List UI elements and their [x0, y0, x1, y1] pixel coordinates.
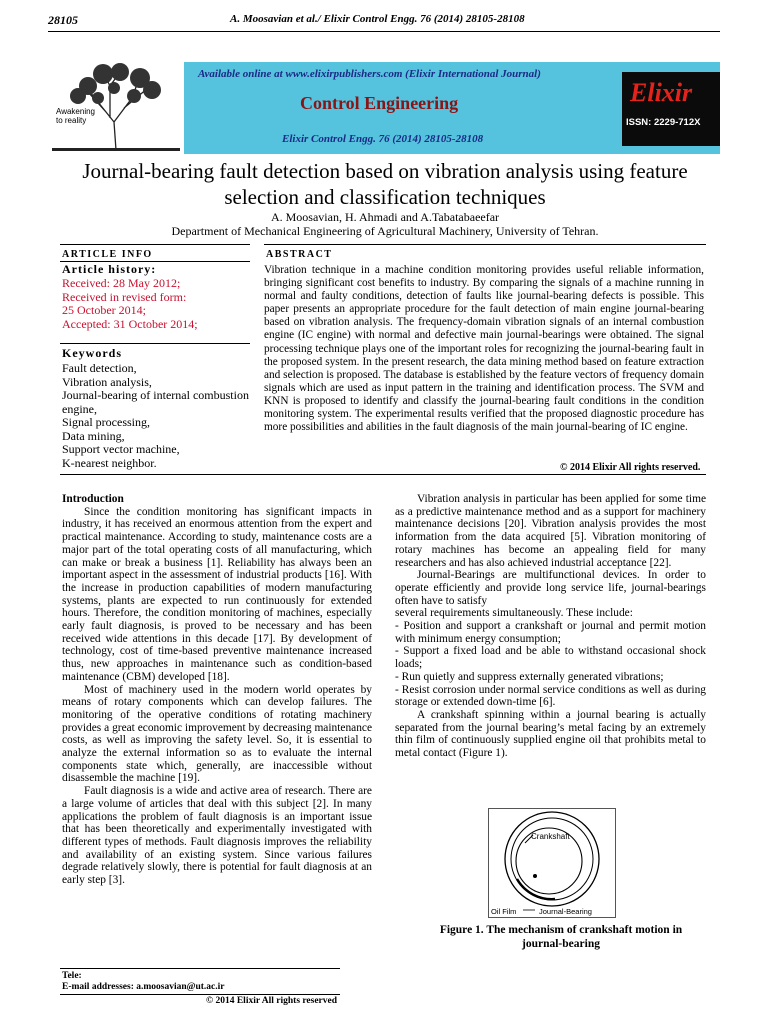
- keyword-item: Journal-bearing of internal combustion: [62, 388, 249, 402]
- available-online: Available online at www.elixirpublishers.com (Elixir International Journal): [198, 68, 541, 80]
- header-rule: [48, 31, 720, 32]
- page-number: 28105: [48, 13, 78, 27]
- body-paragraph: Vibration analysis in particular has been applied for some time as a predictive maintenance method and as a support for machinery maintenance decisions [20]. Vibration analysis provides the most information from the data acquired [5]. Vibration monitoring of rotary machines has become an appealing field for many researchers and has also achieved industrial acceptance [22].: [395, 493, 706, 569]
- logo-text-line1: Awakening: [56, 107, 95, 116]
- footer-rule: [60, 968, 340, 969]
- history-received: Received: 28 May 2012;: [62, 276, 181, 290]
- keyword-item: Data mining,: [62, 428, 125, 443]
- right-column: [395, 493, 706, 760]
- left-column: [62, 493, 372, 887]
- list-item: - Run quietly and suppress externally generated vibrations;: [395, 670, 664, 683]
- abstract-text: Vibration technique in a machine condition monitoring provides useful reliable information, bringing significant cost benefits to industry. By comparing the signals of a machine running in normal and faulty conditions, detection of faults like journal-bearing defects is possible. This paper presents an appropriate procedure for the fault detection of main engine journal-bearing based on vibration analysis. The frequency-domain vibration signals of an internal combustion engine (IC engine) with normal and defective main journal-bearings were obtained. The signal processing technique plays one of the important roles for recognizing the journal-bearing fault in the proposed system. In the present research, the data mining method based on feature extraction and selection is proposed. The database is established by the feature vectors of frequency domain signals which are used as input pattern in the training and identification process. The SVM and KNN is proposed to identify and classify the journal-bearing fault conditions in the condition monitoring system. The experimental results verified that the proposed diagnostic procedure has more possibilities and abilities in the fault diagnosis of the main journal-bearing of IC engine.: [264, 264, 704, 434]
- keyword-item: Fault detection,: [62, 361, 137, 375]
- keyword-item: Vibration analysis,: [62, 374, 152, 389]
- history-revised-date: 25 October 2014;: [62, 303, 146, 317]
- journal-bearing-diagram: [489, 809, 615, 917]
- running-head: A. Moosavian et al./ Elixir Control Engg. 76 (2014) 28105-28108: [230, 13, 525, 25]
- keyword-item: engine,: [62, 401, 97, 416]
- oil-film-label: Oil Film: [491, 907, 517, 916]
- list-item: - Support a fixed load and be able to withstand occasional shock loads;: [395, 645, 706, 671]
- authors: A. Moosavian, H. Ahmadi and A.Tabatabaeefar: [270, 210, 500, 224]
- elixir-logo-name: Elixir: [630, 78, 693, 107]
- elixir-logo: [622, 72, 720, 146]
- affiliation: Department of Mechanical Engineering of Agricultural Machinery, University of Tehran.: [171, 224, 599, 238]
- abstract-bottom-rule: [60, 474, 706, 475]
- history-accepted: Accepted: 31 October 2014;: [62, 316, 198, 331]
- keyword-item: Support vector machine,: [62, 442, 180, 456]
- keywords-rule: [60, 343, 250, 344]
- figure-1: [488, 808, 616, 918]
- body-paragraph: Journal-Bearings are multifunctional devices. In order to operate efficiently and provide long service life, journal-bearings often have to satisfy: [395, 569, 706, 607]
- issn: ISSN: 2229-712X: [626, 117, 701, 128]
- figure-caption-line2: journal-bearing: [522, 938, 600, 950]
- footer-tele: Tele:: [62, 971, 82, 981]
- body-paragraph: Most of machinery used in the modern world operates by means of rotary components which can develop failures. The monitoring of the operative conditions of rotating machinery provides a great economic improvement by decreasing maintenance costs, as well as improving the safety level. So, it is essential to analyze the external information so as to evaluate the internal components state which, generally, are inaccessible without disassemble the machine [19].: [62, 683, 372, 785]
- article-info-label: ARTICLE INFO: [62, 249, 153, 260]
- footer-rule-2: [60, 994, 340, 995]
- keyword-item: Signal processing,: [62, 415, 150, 429]
- tree-logo: [48, 62, 184, 154]
- journal-title: Control Engineering: [300, 93, 459, 113]
- keywords-label: Keywords: [62, 346, 122, 360]
- introduction-heading: Introduction: [62, 493, 124, 505]
- history-revised-label: Received in revised form:: [62, 289, 187, 304]
- body-paragraph: Since the condition monitoring has significant impacts in industry, it has received an enormous attention from the expert and practical maintenance. According to study, maintenance costs are a major part of the total operating costs of all manufacturing, which can make or break a business [1]. Reliability has always been an important aspect in the assessment of industrial products [16]. With the increase in production capabilities of modern manufacturing systems, plants are expected to run continuously for extended hours. Therefore, the condition monitoring of machines, especially early fault diagnosis, is proved to be necessary and has been received wide attentions in this decade [17]. By development of technology, cost of time-based preventive maintenance increased thus, new approaches in maintenance such as condition-based maintenance (CBM) developed [18].: [62, 505, 372, 683]
- article-history: [62, 277, 198, 331]
- footer-copyright: © 2014 Elixir All rights reserved: [206, 996, 338, 1006]
- abstract-top-rule: [264, 244, 706, 245]
- body-paragraph: A crankshaft spinning within a journal bearing is actually separated from the journal bearing’s metal facing by an extremely thin film of continuously supplied engine oil that prohibits metal to metal contact (Figure 1).: [395, 708, 706, 760]
- body-paragraph: several requirements simultaneously. These include:: [395, 607, 633, 620]
- figure-caption: [416, 923, 706, 951]
- article-history-label: Article history:: [62, 262, 157, 276]
- journal-citation: Elixir Control Engg. 76 (2014) 28105-28108: [282, 133, 484, 145]
- abstract-label: ABSTRACT: [266, 249, 333, 260]
- body-paragraph: Fault diagnosis is a wide and active area of research. There are a large volume of articles that deal with this subject [2]. In many applications the problem of fault diagnosis is an important issue that has been theoretically and experimentally investigated with different types of methods. Fault diagnosis improves the reliability and availability of an existing system. Since various failures degrade relatively slowly, there is potential for fault diagnosis at an early step [3].: [62, 785, 372, 887]
- paper-title: [60, 158, 710, 210]
- keywords-list: [62, 362, 252, 470]
- crankshaft-label: Crankshaft: [531, 832, 570, 841]
- keyword-item: K-nearest neighbor.: [62, 455, 157, 470]
- journal-bearing-label: Journal-Bearing: [539, 907, 592, 916]
- info-top-rule: [60, 244, 250, 245]
- logo-text-line2: to reality: [56, 116, 87, 125]
- list-item: - Resist corrosion under normal service conditions as well as during storage or extended down-time [6].: [395, 683, 706, 709]
- paper-title-line2: selection and classification techniques: [224, 185, 546, 209]
- figure-caption-line1: Figure 1. The mechanism of crankshaft motion in: [439, 924, 683, 936]
- list-item: - Position and support a crankshaft or journal and permit motion with minimum energy consumption;: [395, 620, 706, 645]
- abstract-copyright: © 2014 Elixir All rights reserved.: [560, 462, 701, 473]
- paper-title-line1: Journal-bearing fault detection based on vibration analysis using feature: [82, 159, 688, 183]
- footer-email: E-mail addresses: a.moosavian@ut.ac.ir: [62, 982, 225, 992]
